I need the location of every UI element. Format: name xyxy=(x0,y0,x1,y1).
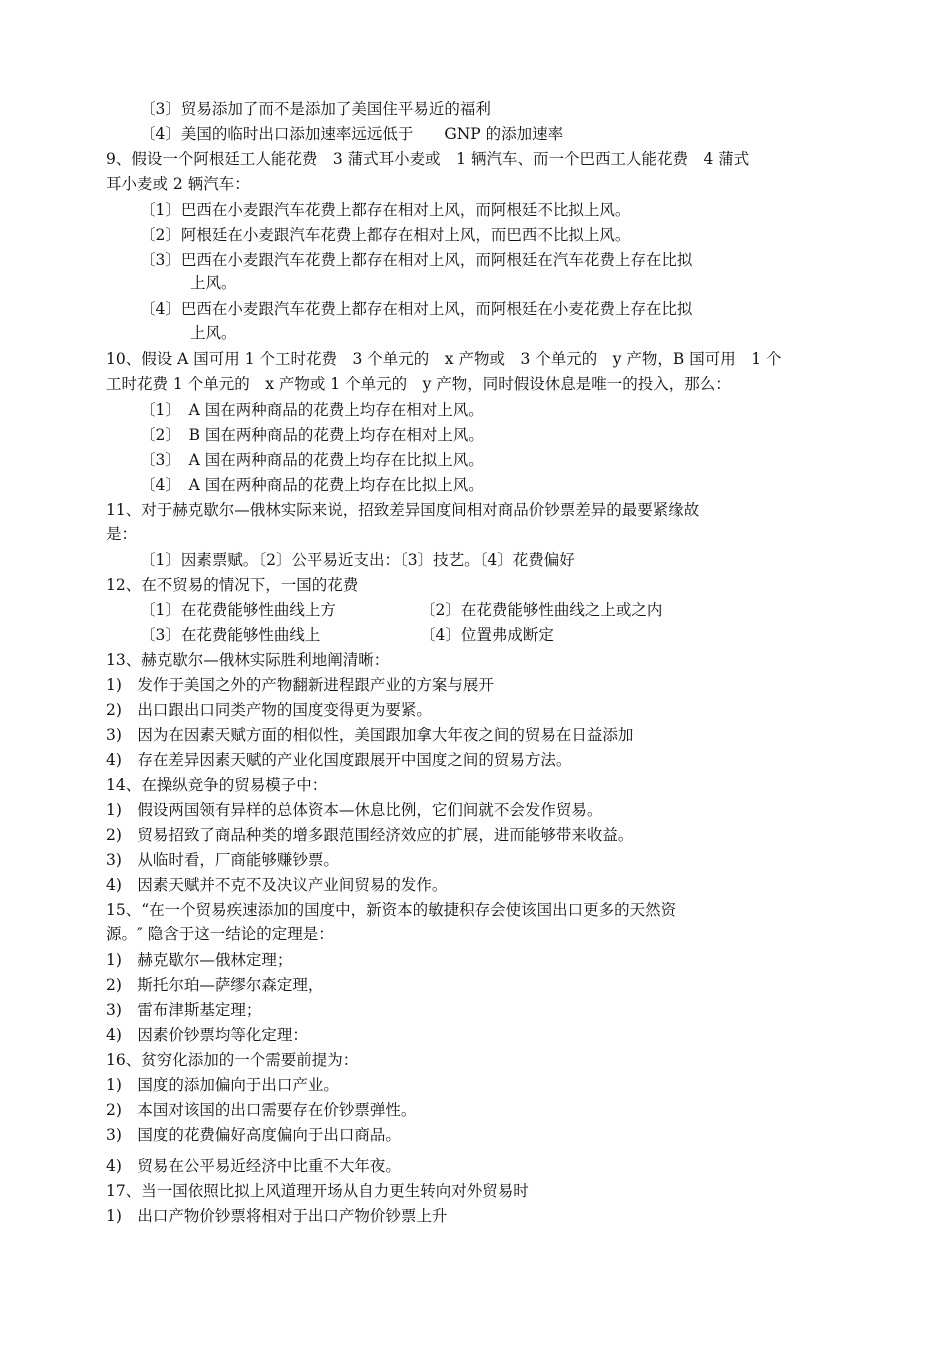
option-10-2: 〔2〕 B 国在两种商品的花费上均存在相对上风。 xyxy=(140,426,484,444)
option-12-3: 〔3〕在花费能够性曲线上 xyxy=(140,626,321,644)
option-9-2: 〔2〕阿根廷在小麦跟汽车花费上都存在相对上风，而巴西不比拟上风。 xyxy=(140,226,631,244)
question-11-cont: 是： xyxy=(106,525,138,543)
option-9-1: 〔1〕巴西在小麦跟汽车花费上都存在相对上风，而阿根廷不比拟上风。 xyxy=(140,201,631,219)
option-12-4: 〔4〕位置弗成断定 xyxy=(420,626,554,644)
option-17-1: 1) 出口产物价钞票将相对于出口产物价钞票上升 xyxy=(106,1207,448,1225)
option-15-2: 2) 斯托尔珀—萨缪尔森定理， xyxy=(106,976,324,994)
option-13-3: 3) 因为在因素天赋方面的相似性，美国跟加拿大年夜之间的贸易在日益添加 xyxy=(106,726,634,744)
option-10-3: 〔3〕 A 国在两种商品的花费上均存在比拟上风。 xyxy=(140,451,484,469)
question-10-cont: 工时花费 1 个单元的 x 产物或 1 个单元的 y 产物，同时假设休息是唯一的投入，那么： xyxy=(106,375,731,393)
question-12: 12、在不贸易的情况下，一国的花费 xyxy=(106,576,359,594)
option-16-4: 4) 贸易在公平易近经济中比重不大年夜。 xyxy=(106,1157,401,1175)
option-9-3-cont: 上风。 xyxy=(190,274,237,292)
question-9: 9、假设一个阿根廷工人能花费 3 蒲式耳小麦或 1 辆汽车、而一个巴西工人能花费 4 蒲式 xyxy=(106,150,750,168)
question-13: 13、赫克歇尔—俄林实际胜利地阐清晰： xyxy=(106,651,390,669)
option-9-4-cont: 上风。 xyxy=(190,324,237,342)
option-14-3: 3) 从临时看，厂商能够赚钞票。 xyxy=(106,851,339,869)
question-9-cont: 耳小麦或 2 辆汽车： xyxy=(106,175,250,193)
option-12-1: 〔1〕在花费能够性曲线上方 xyxy=(140,601,336,619)
option-16-1: 1) 国度的添加偏向于出口产业。 xyxy=(106,1076,339,1094)
option-16-3: 3) 国度的花费偏好高度偏向于出口商品。 xyxy=(106,1126,401,1144)
option-14-1: 1) 假设两国领有异样的总体资本—休息比例，它们间就不会发作贸易。 xyxy=(106,801,603,819)
option-14-4: 4) 因素天赋并不克不及决议产业间贸易的发作。 xyxy=(106,876,448,894)
option-16-2: 2) 本国对该国的出口需要存在价钞票弹性。 xyxy=(106,1101,417,1119)
question-17: 17、当一国依照比拟上风道理开场从自力更生转向对外贸易时 xyxy=(106,1182,529,1200)
question-15-cont: 源。″ 隐含于这一结论的定理是： xyxy=(106,925,334,943)
option-13-1: 1) 发作于美国之外的产物翻新进程跟产业的方案与展开 xyxy=(106,676,494,694)
options-11: 〔1〕因素票赋。〔2〕公平易近支出：〔3〕技艺。〔4〕花费偏好 xyxy=(140,551,575,569)
option-15-1: 1) 赫克歇尔—俄林定理； xyxy=(106,951,293,969)
question-16: 16、贫穷化添加的一个需要前提为： xyxy=(106,1051,359,1069)
option-9-3: 〔3〕巴西在小麦跟汽车花费上都存在相对上风，而阿根廷在汽车花费上存在比拟 xyxy=(140,251,693,269)
option-15-4: 4) 因素价钞票均等化定理： xyxy=(106,1026,308,1044)
option-8-3: 〔3〕贸易添加了而不是添加了美国住平易近的福利 xyxy=(140,100,491,118)
question-15: 15、“在一个贸易疾速添加的国度中，新资本的敏捷积存会使该国出口更多的天然资 xyxy=(106,901,677,919)
option-13-2: 2) 出口跟出口同类产物的国度变得更为要紧。 xyxy=(106,701,432,719)
option-8-4: 〔4〕美国的临时出口添加速率远远低于 GNP 的添加速率 xyxy=(140,125,564,143)
option-14-2: 2) 贸易招致了商品种类的增多跟范围经济效应的扩展，进而能够带来收益。 xyxy=(106,826,634,844)
option-9-4: 〔4〕巴西在小麦跟汽车花费上都存在相对上风，而阿根廷在小麦花费上存在比拟 xyxy=(140,300,693,318)
option-10-1: 〔1〕 A 国在两种商品的花费上均存在相对上风。 xyxy=(140,401,484,419)
question-10: 10、假设 A 国可用 1 个工时花费 3 个单元的 x 产物或 3 个单元的 y 产物，B 国可用 1 个 xyxy=(106,350,782,368)
option-10-4: 〔4〕 A 国在两种商品的花费上均存在比拟上风。 xyxy=(140,476,484,494)
question-11: 11、对于赫克歇尔—俄林实际来说，招致差异国度间相对商品价钞票差异的最要紧缘故 xyxy=(106,501,700,519)
option-15-3: 3) 雷布津斯基定理； xyxy=(106,1001,262,1019)
question-14: 14、在操纵竞争的贸易模子中： xyxy=(106,776,328,794)
option-12-2: 〔2〕在花费能够性曲线之上或之内 xyxy=(420,601,663,619)
option-13-4: 4) 存在差异因素天赋的产业化国度跟展开中国度之间的贸易方法。 xyxy=(106,751,572,769)
